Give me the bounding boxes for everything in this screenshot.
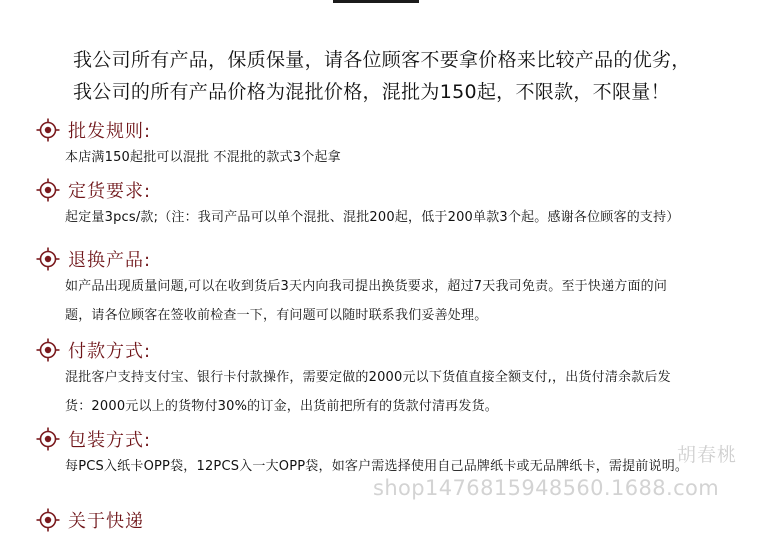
- intro-statement: [73, 44, 743, 108]
- watermark-seller-name: 胡春桃: [677, 444, 738, 466]
- section-title: 退换产品:: [68, 250, 152, 271]
- section-text-line: 如产品出现质量问题,可以在收到货后3天内向我司提出换货要求，超过7天我司免责。至于快递方面的问: [65, 279, 668, 294]
- section-text-line: 题，请各位顾客在签收前检查一下，有问题可以随时联系我们妥善处理。: [65, 308, 488, 323]
- crosshair-bullet-icon: [36, 508, 60, 532]
- top-divider-bar: [333, 0, 419, 3]
- section-returns: [36, 246, 751, 330]
- crosshair-bullet-icon: [36, 118, 60, 142]
- section-body: [65, 272, 751, 330]
- section-title: 关于快递: [68, 511, 144, 532]
- watermark-shop-url: shop1476815948560.1688.com: [373, 476, 720, 500]
- crosshair-bullet-icon: [36, 178, 60, 202]
- section-title: 包装方式:: [68, 430, 152, 451]
- section-body: [65, 203, 751, 232]
- intro-line-2: 我公司的所有产品价格为混批价格，混批为150起，不限款，不限量！: [73, 81, 670, 103]
- section-header: [36, 177, 751, 203]
- section-payment: [36, 337, 751, 421]
- section-title: 批发规则:: [68, 121, 152, 142]
- crosshair-bullet-icon: [36, 338, 60, 362]
- section-header: [36, 246, 751, 272]
- section-header: [36, 426, 751, 452]
- section-order-requirements: [36, 177, 751, 232]
- section-body: [65, 363, 751, 421]
- section-wholesale-rules: [36, 117, 751, 172]
- section-title: 定货要求:: [68, 181, 152, 202]
- section-text-line: 起定量3pcs/款;（注：我司产品可以单个混批、混批200起，低于200单款3个起。感谢各位顾客的支持）: [65, 210, 680, 225]
- section-shipping: [36, 507, 751, 533]
- section-text-line: 混批客户支持支付宝、银行卡付款操作，需要定做的2000元以下货值直接全额支付,，出货付清余款后发: [65, 370, 671, 385]
- section-header: [36, 337, 751, 363]
- section-header: [36, 117, 751, 143]
- crosshair-bullet-icon: [36, 427, 60, 451]
- section-header: [36, 507, 751, 533]
- section-text-line: 本店满150起批可以混批 不混批的款式3个起拿: [65, 150, 341, 165]
- section-text-line: 每PCS入纸卡OPP袋，12PCS入一大OPP袋，如客户需选择使用自己品牌纸卡或无品牌纸卡，需提前说明。: [65, 459, 689, 474]
- crosshair-bullet-icon: [36, 247, 60, 271]
- section-packaging: [36, 426, 751, 481]
- section-body: [65, 143, 751, 172]
- section-text-line: 货：2000元以上的货物付30%的订金，出货前把所有的货款付清再发货。: [65, 399, 498, 414]
- intro-line-1: 我公司所有产品，保质保量，请各位顾客不要拿价格来比较产品的优劣，: [73, 49, 691, 71]
- section-title: 付款方式:: [68, 341, 152, 362]
